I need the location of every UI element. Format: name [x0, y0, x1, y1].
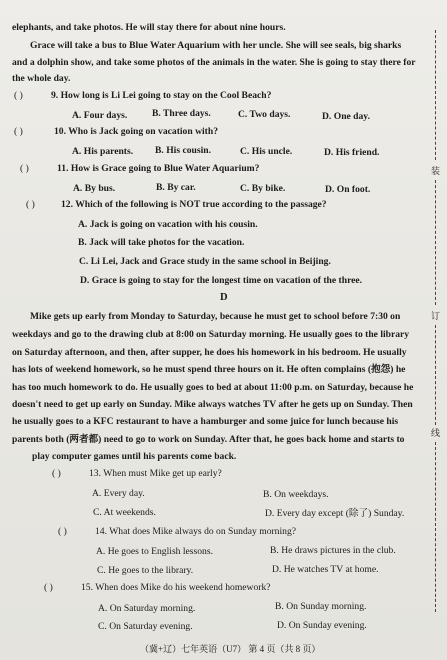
answer-blank[interactable]: ( ) [26, 199, 35, 210]
binding-mark: 订 [431, 312, 441, 322]
option-b: B. He draws pictures in the club. [270, 545, 396, 556]
question-stem: 12. Which of the following is NOT true according to the passage? [61, 199, 327, 210]
option-c: C. He goes to the library. [97, 565, 194, 576]
passage-d-line: play computer games until his parents come back. [32, 451, 237, 462]
question-stem: 10. Who is Jack going on vacation with? [54, 126, 219, 137]
option-a: A. Every day. [92, 488, 145, 499]
option-d: D. He watches TV at home. [272, 564, 379, 575]
option-b: B. His cousin. [155, 145, 211, 156]
section-heading: D [220, 292, 228, 303]
passage-c-line: and a dolphin show, and take some photos of the animals in the water. She is going to stay there for [12, 57, 416, 68]
answer-blank[interactable]: ( ) [14, 90, 23, 101]
option-b: B. On Sunday morning. [275, 601, 367, 612]
answer-blank[interactable]: ( ) [20, 163, 29, 174]
option-d: D. Grace is going to stay for the longest time on vacation of the three. [80, 275, 363, 286]
passage-c-line: elephants, and take photos. He will stay there for about nine hours. [12, 22, 286, 33]
option-a: A. Four days. [72, 110, 128, 121]
option-d: D. On foot. [325, 184, 371, 195]
answer-blank[interactable]: ( ) [14, 126, 23, 137]
option-b: B. By car. [156, 182, 196, 193]
answer-blank[interactable]: ( ) [52, 468, 61, 479]
question-stem: 11. How is Grace going to Blue Water Aquarium? [57, 163, 260, 174]
option-a: A. Jack is going on vacation with his cousin. [78, 219, 258, 230]
option-c: C. On Saturday evening. [98, 621, 193, 632]
option-c: C. At weekends. [93, 507, 156, 518]
binding-line [435, 325, 436, 425]
passage-d-line: weekdays and go to the drawing club at 8:00 on Saturday morning. He usually goes to the library [12, 329, 410, 340]
option-b: B. Three days. [152, 108, 211, 119]
passage-c-line: the whole day. [12, 73, 71, 84]
passage-d-line: on Saturday afternoon, and then, after supper, he does his homework in his bedroom. He usually [12, 347, 407, 358]
option-d: D. One day. [322, 111, 370, 122]
answer-blank[interactable]: ( ) [44, 582, 53, 593]
option-a: A. By bus. [73, 183, 116, 194]
question-stem: 13. When must Mike get up early? [89, 468, 222, 479]
question-stem: 15. When does Mike do his weekend homework? [81, 582, 271, 593]
passage-c-line: Grace will take a bus to Blue Water Aquarium with her uncle. She will see seals, big sharks [30, 40, 402, 51]
question-stem: 14. What does Mike always do on Sunday morning? [95, 526, 296, 537]
option-c: C. Li Lei, Jack and Grace study in the same school in Beijing. [79, 256, 331, 267]
passage-d-line: has too much homework to do. He usually goes to bed at about 11:00 p.m. on Saturday, because he [12, 382, 414, 393]
option-b: B. On weekdays. [263, 489, 329, 500]
option-a: A. On Saturday morning. [98, 603, 196, 614]
passage-d-line: parents both (两者都) need to go to work on Sunday. After that, he goes back home and starts to [12, 434, 405, 445]
option-d: D. His friend. [324, 147, 380, 158]
option-a: A. He goes to English lessons. [96, 546, 213, 557]
option-c: C. By bike. [240, 183, 286, 194]
answer-blank[interactable]: ( ) [58, 526, 67, 537]
option-b: B. Jack will take photos for the vacation. [78, 237, 245, 248]
binding-line [435, 180, 436, 305]
question-stem: 9. How long is Li Lei going to stay on the Cool Beach? [51, 90, 272, 101]
option-d: D. Every day except (除了) Sunday. [265, 508, 405, 519]
passage-d-line: doesn't need to get up early on Sunday. Mike always watches TV after he gets up on Sunday. Then [12, 399, 413, 410]
binding-line [435, 442, 436, 612]
passage-d-line: he usually goes to a KFC restaurant to have a hamburger and some juice for lunch because his [12, 416, 399, 427]
option-c: C. His uncle. [240, 146, 293, 157]
binding-mark: 装 [431, 167, 441, 177]
option-c: C. Two days. [238, 109, 291, 120]
passage-d-line: Mike gets up early from Monday to Saturday, because he must get to school before 7:30 on [30, 311, 401, 322]
option-d: D. On Sunday evening. [277, 620, 367, 631]
page-footer: （冀+辽）七年英语（U7） 第 4 页（共 8 页） [140, 644, 321, 654]
option-a: A. His parents. [72, 146, 134, 157]
passage-d-line: has lots of weekend homework, so he must spend three hours on it. He often complains (抱怨) he [12, 364, 406, 375]
binding-line [435, 30, 436, 160]
binding-mark: 线 [431, 429, 441, 439]
